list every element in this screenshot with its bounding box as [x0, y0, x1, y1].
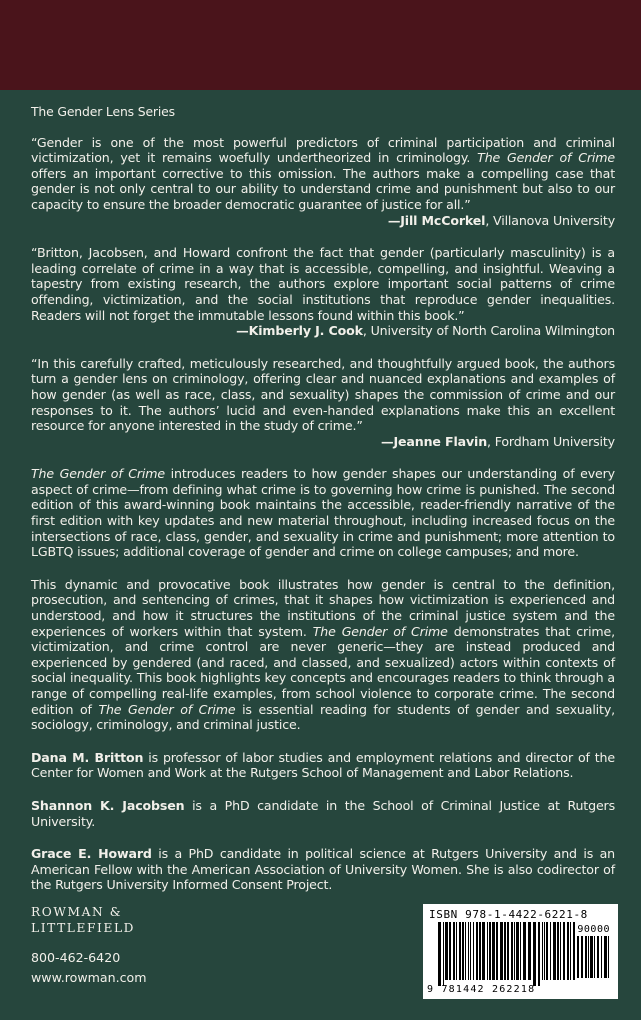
publisher-line-2: LITTLEFIELD: [31, 921, 136, 935]
endorsement-3-author: —Jeanne Flavin: [381, 433, 488, 449]
description-2-part-3: is essential reading for students of gender and sexuality, sociology, criminology, and criminal justice.: [31, 701, 615, 733]
endorsement-3: [31, 356, 615, 450]
endorsement-2-author: —Kimberly J. Cook: [236, 323, 363, 339]
barcode-box: [423, 904, 618, 999]
ean-digits: 9 781442 262218: [427, 984, 536, 995]
price-addon-barcode-icon: [576, 936, 610, 984]
endorsement-3-attribution: [31, 434, 615, 450]
endorsement-1-text-after: offers an important corrective to this omission. The authors make a compelling case that gender is not only central to our ability to understand crime and punishment but also to our capacity to ensure the broader democratic guarantee of justice for all.”: [31, 165, 615, 212]
author-bio-britton-text: is professor of labor studies and employment relations and director of the Center for Women and Work at the Rutgers School of Management and Labor Relations.: [31, 749, 615, 781]
series-name: The Gender Lens Series: [31, 104, 175, 119]
publisher-website: www.rowman.com: [31, 970, 147, 985]
author-bio-howard: [31, 846, 615, 893]
description-paragraph-1: [31, 466, 615, 560]
description-2-book-title-2: The Gender of Crime: [98, 701, 236, 717]
endorsement-1-affiliation: , Villanova University: [485, 212, 615, 228]
description-paragraph-2: [31, 577, 615, 733]
endorsement-1-author: —Jill McCorkel: [387, 212, 486, 228]
description-1-book-title: The Gender of Crime: [31, 466, 165, 482]
description-2-book-title-1: The Gender of Crime: [312, 623, 448, 639]
top-color-band: [0, 0, 641, 90]
description-2-part-1: This dynamic and provocative book illustrates how gender is central to the definition, prosecution, and sentencing of crimes, that it shapes how victimization is experienced and understood, and how it structures the institutions of the criminal justice system and the experiences of workers within that system.: [31, 576, 615, 639]
author-bio-howard-text: is a PhD candidate in political science at Rutgers University and is an American Fellow with the American Association of University Women. She is also codirector of the Rutgers University Informed Consent Project.: [31, 846, 616, 893]
publisher-line-1: ROWMAN &: [31, 905, 123, 919]
author-name-jacobsen: Shannon K. Jacobsen: [31, 797, 185, 813]
isbn-label: ISBN 978-1-4422-6221-8: [429, 908, 588, 921]
price-code: 90000: [577, 924, 610, 935]
ean-barcode-icon: [437, 922, 575, 986]
endorsement-2-text: “Britton, Jacobsen, and Howard confront the fact that gender (particularly masculinity) is a leading correlate of crime in a way that is accessible, compelling, and insightful. Weaving a tapestry from existing research, the authors explore important social patterns of crime offending, victimization, and the social institutions that reproduce gender inequalities. Readers will not forget the immutable lessons found within this book.”: [31, 245, 615, 323]
description-1-text: introduces readers to how gender shapes our understanding of every aspect of crime—from defining what crime is to governing how crime is punished. The second edition of this award-winning book maintains the accessible, reader-friendly narrative of the first edition with key updates and new material throughout, including increased focus on the intersections of race, class, gender, and sexuality in crime and punishment; more attention to LGBTQ issues; additional coverage of gender and crime on college campuses; and more.: [31, 466, 615, 560]
endorsement-2-attribution: [31, 323, 615, 339]
endorsement-1: [31, 135, 615, 229]
description-2-part-2: demonstrates that crime, victimization, and crime control are never generic—they are instead produced and experienced by gendered (and raced, and classed, and sexualized) actors within contexts of social inequality. This book highlights key concepts and encourages readers to think through a range of compelling real-life examples, from school violence to corporate crime. The second edition of: [31, 623, 615, 717]
author-bio-jacobsen-text: is a PhD candidate in the School of Criminal Justice at Rutgers University.: [31, 797, 615, 829]
endorsement-2: [31, 245, 615, 339]
back-cover-text: [31, 104, 615, 910]
endorsement-3-affiliation: , Fordham University: [487, 433, 615, 449]
publisher-contact: [31, 948, 147, 988]
publisher-phone: 800-462-6420: [31, 950, 121, 965]
endorsement-1-text-before: “Gender is one of the most powerful predictors of criminal participation and criminal victimization, yet it remains woefully undertheorized in criminology.: [31, 134, 615, 166]
publisher-logo: [31, 904, 135, 936]
author-name-britton: Dana M. Britton: [31, 749, 144, 765]
author-name-howard: Grace E. Howard: [31, 846, 152, 862]
author-bio-britton: [31, 750, 615, 781]
author-bio-jacobsen: [31, 798, 615, 829]
endorsement-1-book-title: The Gender of Crime: [477, 150, 615, 166]
endorsement-1-attribution: [31, 213, 615, 229]
endorsement-2-affiliation: , University of North Carolina Wilmington: [362, 323, 615, 339]
endorsement-3-text: “In this carefully crafted, meticulously researched, and thoughtfully argued book, the authors turn a gender lens on criminology, offering clear and nuanced explanations and examples of how gender (as well as race, class, and sexuality) shapes the commission of crime and our responses to it. The authors’ lucid and even-handed explanations make this an excellent resource for anyone interested in the study of crime.”: [31, 355, 615, 434]
